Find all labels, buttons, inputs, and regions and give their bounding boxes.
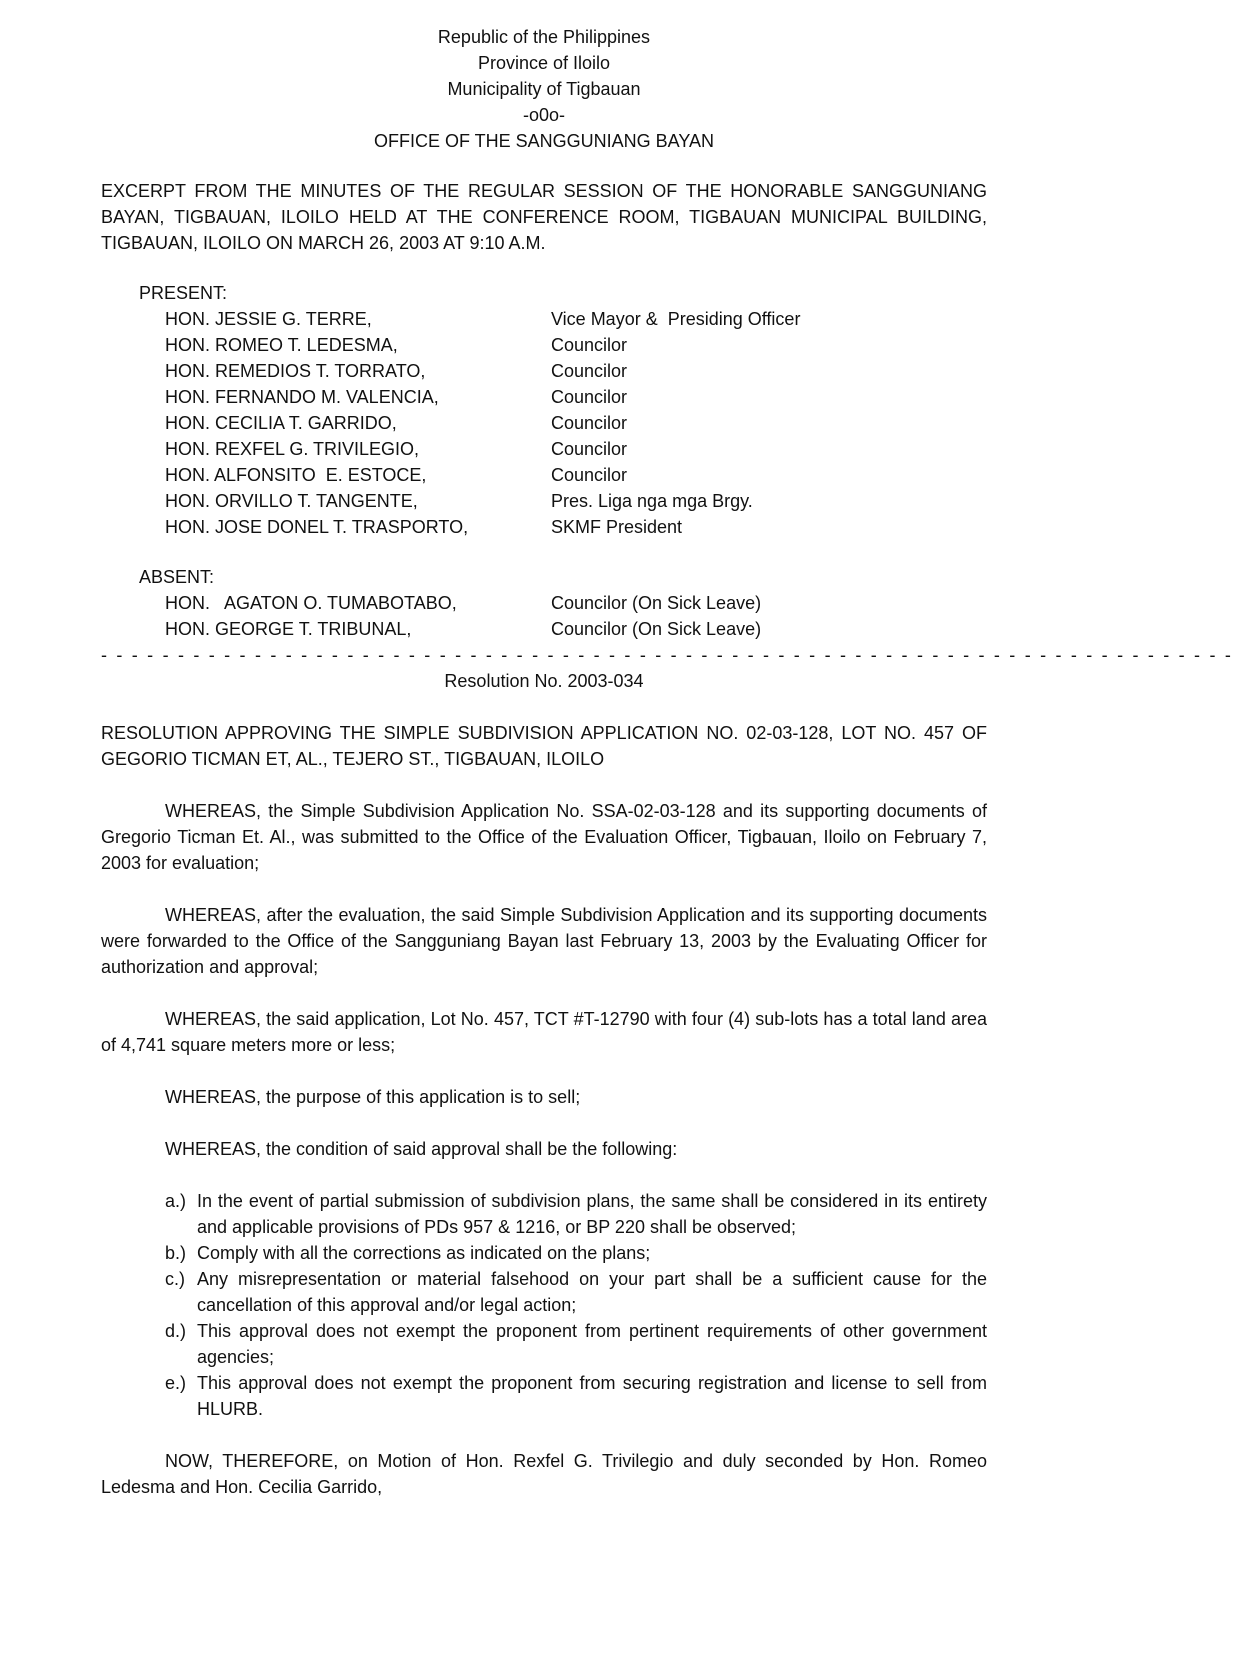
attendee-row [101, 358, 987, 384]
resolution-number: Resolution No. 2003-034 [444, 671, 644, 691]
document-page [101, 24, 1233, 1500]
absentee-role: Councilor (On Sick Leave) [551, 619, 762, 639]
whereas-clause: WHEREAS, the Simple Subdivision Application No. SSA-02-03-128 and its supporting documents of Gregorio Ticman Et. Al., was submitted to the Office of the Evaluation Officer, Tigbauan, Iloilo on February 7, 2003 for evaluation; [101, 801, 987, 873]
attendee-name: HON. JOSE DONEL T. TRASPORTO, [165, 517, 469, 537]
attendee-row [101, 436, 987, 462]
attendee-role: Pres. Liga nga mga Brgy. [551, 491, 753, 511]
condition-item [101, 1318, 987, 1370]
attendee-name: HON. JESSIE G. TERRE, [165, 309, 372, 329]
attendee-row [101, 384, 987, 410]
whereas-clause: WHEREAS, the said application, Lot No. 457, TCT #T-12790 with four (4) sub-lots has a total land area of 4,741 square meters more or less; [101, 1009, 987, 1055]
condition-item [101, 1370, 987, 1422]
condition-item [101, 1266, 987, 1318]
attendee-name: HON. REMEDIOS T. TORRATO, [165, 361, 426, 381]
now-therefore-clause: NOW, THEREFORE, on Motion of Hon. Rexfel G. Trivilegio and duly seconded by Hon. Romeo Ledesma and Hon. Cecilia Garrido, [101, 1451, 987, 1497]
dashed-separator: - - - - - - - - - - - - - - - - - - - - - - - - - - - - - - - - - - - - - - - - - - - - - - - - - - - - - - - - - - - - - - - - - - - - - - - - - - [101, 645, 1233, 665]
absentee-row [101, 590, 987, 616]
condition-item [101, 1188, 987, 1240]
absent-label: ABSENT: [139, 567, 215, 587]
absentee-row [101, 616, 987, 642]
municipality-line: Municipality of Tigbauan [447, 79, 641, 99]
attendee-role: Councilor [551, 465, 628, 485]
attendee-name: HON. FERNANDO M. VALENCIA, [165, 387, 439, 407]
present-label: PRESENT: [139, 283, 228, 303]
condition-text: In the event of partial submission of subdivision plans, the same shall be considered in its entirety and applicable provisions of PDs 957 & 1216, or BP 220 shall be observed; [197, 1191, 987, 1237]
absentee-name: HON. GEORGE T. TRIBUNAL, [165, 619, 412, 639]
attendee-name: HON. ORVILLO T. TANGENTE, [165, 491, 418, 511]
condition-text: Any misrepresentation or material falsehood on your part shall be a sufficient cause for the cancellation of this approval and/or legal action; [197, 1269, 987, 1315]
letterhead [101, 24, 987, 154]
whereas-clause: WHEREAS, the purpose of this application is to sell; [165, 1087, 581, 1107]
absent-section [101, 564, 987, 642]
excerpt-heading: EXCERPT FROM THE MINUTES OF THE REGULAR SESSION OF THE HONORABLE SANGGUNIANG BAYAN, TIGBAUAN, ILOILO HELD AT THE CONFERENCE ROOM, TIGBAUAN MUNICIPAL BUILDING, TIGBAUAN, ILOILO ON MARCH 26, 2003 AT 9:10 A.M. [101, 181, 987, 253]
condition-label: e.) [165, 1373, 187, 1393]
absentee-role: Councilor (On Sick Leave) [551, 593, 762, 613]
attendee-row [101, 462, 987, 488]
attendee-role: SKMF President [551, 517, 683, 537]
attendee-role: Councilor [551, 387, 628, 407]
present-section [101, 280, 987, 540]
attendee-row [101, 410, 987, 436]
attendee-name: HON. ALFONSITO E. ESTOCE, [165, 465, 427, 485]
conditions-list [101, 1188, 987, 1422]
whereas-clause: WHEREAS, the condition of said approval shall be the following: [165, 1139, 678, 1159]
resolution-title: RESOLUTION APPROVING THE SIMPLE SUBDIVISION APPLICATION NO. 02-03-128, LOT NO. 457 OF GEGORIO TICMAN ET, AL., TEJERO ST., TIGBAUAN, ILOILO [101, 723, 987, 769]
attendee-role: Vice Mayor & Presiding Officer [551, 309, 801, 329]
condition-label: a.) [165, 1191, 187, 1211]
attendee-name: HON. REXFEL G. TRIVILEGIO, [165, 439, 420, 459]
attendee-role: Councilor [551, 439, 628, 459]
attendee-row [101, 488, 987, 514]
attendee-role: Councilor [551, 335, 628, 355]
province-line: Province of Iloilo [477, 53, 611, 73]
attendee-row [101, 332, 987, 358]
attendee-row [101, 514, 987, 540]
office-line: OFFICE OF THE SANGGUNIANG BAYAN [373, 131, 715, 151]
whereas-clause: WHEREAS, after the evaluation, the said Simple Subdivision Application and its supporting documents were forwarded to the Office of the Sangguniang Bayan last February 13, 2003 by the Evaluating Officer for authorization and approval; [101, 905, 987, 977]
condition-label: c.) [165, 1269, 185, 1289]
attendee-role: Councilor [551, 413, 628, 433]
condition-item [101, 1240, 987, 1266]
attendee-role: Councilor [551, 361, 628, 381]
condition-label: b.) [165, 1243, 187, 1263]
attendee-name: HON. ROMEO T. LEDESMA, [165, 335, 398, 355]
condition-label: d.) [165, 1321, 187, 1341]
attendee-row [101, 306, 987, 332]
condition-text: This approval does not exempt the proponent from pertinent requirements of other government agencies; [197, 1321, 987, 1367]
condition-text: Comply with all the corrections as indicated on the plans; [197, 1243, 651, 1263]
republic-line: Republic of the Philippines [437, 27, 651, 47]
ornament-line: -o0o- [522, 105, 566, 125]
attendee-name: HON. CECILIA T. GARRIDO, [165, 413, 397, 433]
condition-text: This approval does not exempt the proponent from securing registration and license to sell from HLURB. [197, 1373, 987, 1419]
absentee-name: HON. AGATON O. TUMABOTABO, [165, 593, 457, 613]
